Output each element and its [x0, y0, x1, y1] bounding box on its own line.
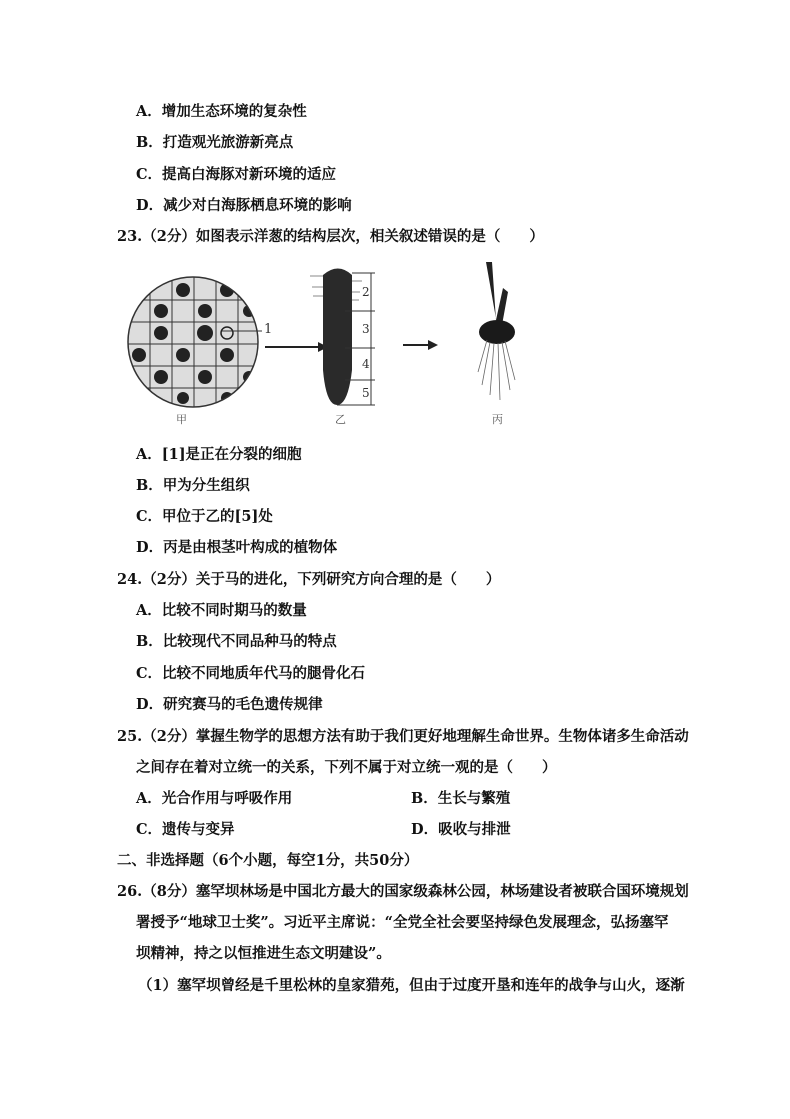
q22-option-c: C．提高白海豚对新环境的适应 [136, 166, 337, 183]
q23-stem: 23.（2分）如图表示洋葱的结构层次，相关叙述错误的是（ ） [117, 228, 544, 245]
q26-sub1: （1）塞罕坝曾经是千里松林的皇家猎苑，但由于过度开垦和连年的战争与山火，逐渐 [138, 977, 685, 994]
q26-line2: 署授予“地球卫士奖”。习近平主席说：“全党全社会要坚持绿色发展理念，弘扬塞罕 [136, 914, 669, 931]
q24-stem: 24.（2分）关于马的进化，下列研究方向合理的是（ ） [117, 571, 501, 588]
q25-option-a: A．光合作用与呼吸作用 [136, 790, 293, 807]
label-5: 5 [362, 386, 370, 400]
q22-option-a: A．增加生态环境的复杂性 [136, 103, 307, 120]
q25-option-c: C．遗传与变异 [136, 821, 235, 838]
q22-option-d: D．减少对白海豚栖息环境的影响 [136, 197, 352, 214]
q23-option-d: D．丙是由根茎叶构成的植物体 [136, 539, 338, 556]
q24-option-b: B．比较现代不同品种马的特点 [136, 633, 337, 650]
q22-option-b: B．打造观光旅游新亮点 [136, 134, 294, 151]
q24-option-d: D．研究赛马的毛色遗传规律 [136, 696, 323, 713]
q23-option-c: C．甲位于乙的[5]处 [136, 508, 273, 525]
caption-bing: 丙 [492, 413, 503, 426]
q25-stem-line1: 25.（2分）掌握生物学的思想方法有助于我们更好地理解生命世界。生物体诸多生命活动 [117, 728, 689, 745]
onion-plant [478, 262, 515, 400]
q24-option-c: C．比较不同地质年代马的腿骨化石 [136, 665, 366, 682]
label-2: 2 [362, 285, 370, 299]
q26-line1: 26.（8分）塞罕坝林场是中国北方最大的国家级森林公园，林场建设者被联合国环境规划 [117, 883, 689, 900]
section-2-heading: 二、非选择题（6个小题，每空1分，共50分） [117, 852, 419, 869]
label-1: 1 [264, 322, 273, 337]
q26-line3: 坝精神，持之以恒推进生态文明建设”。 [136, 945, 391, 962]
q24-option-a: A．比较不同时期马的数量 [136, 602, 307, 619]
label-4: 4 [362, 357, 370, 371]
q25-option-d: D．吸收与排泄 [411, 821, 511, 838]
q25-stem-line2: 之间存在着对立统一的关系，下列不属于对立统一观的是（ ） [136, 759, 557, 776]
q23-option-a: A．[1]是正在分裂的细胞 [136, 446, 302, 463]
q23-option-b: B．甲为分生组织 [136, 477, 250, 494]
q25-option-b: B．生长与繁殖 [411, 790, 511, 807]
label-3: 3 [362, 322, 370, 336]
caption-yi: 乙 [335, 413, 346, 426]
caption-jia: 甲 [176, 413, 187, 426]
